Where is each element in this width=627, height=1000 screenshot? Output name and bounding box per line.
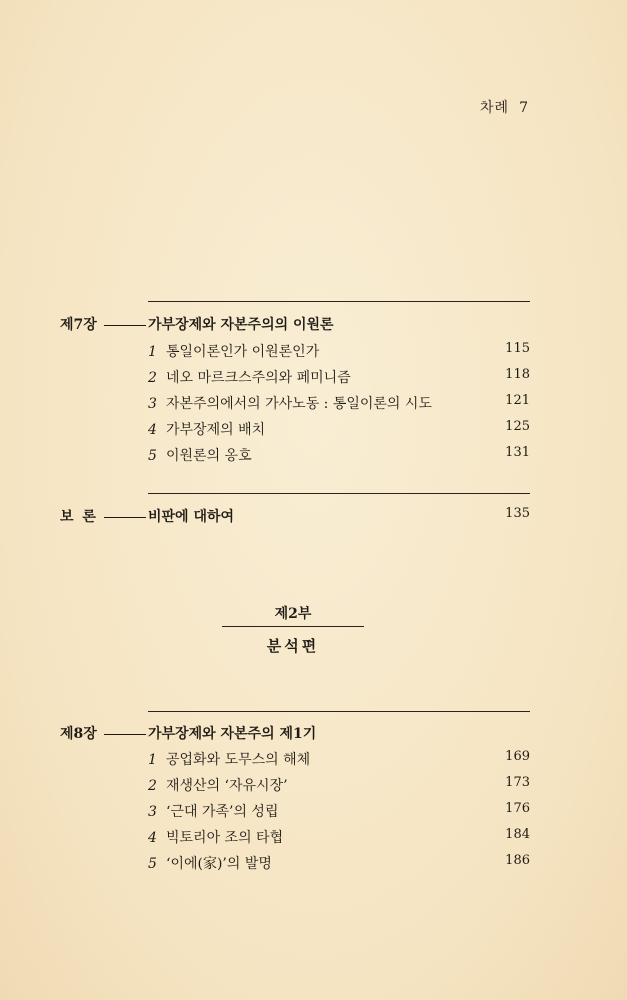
part2-heading[interactable] — [222, 603, 364, 656]
chapter7-entry-3[interactable] — [148, 393, 530, 417]
entry-number: 5 — [148, 856, 157, 872]
entry-number: 2 — [148, 778, 157, 794]
part2-label: 제2부 — [274, 606, 312, 622]
entry-title: ‘근대 가족’의 성립 — [166, 804, 279, 820]
chapter8-heading[interactable] — [60, 723, 530, 747]
chapter8-dash — [104, 734, 146, 735]
entry-number: 4 — [148, 422, 157, 438]
entry-page: 176 — [505, 801, 530, 816]
chapter7-label: 제7장 — [60, 317, 97, 333]
supplement-page: 135 — [505, 506, 530, 521]
entry-number: 2 — [148, 370, 157, 386]
entry-number: 1 — [148, 752, 157, 768]
supplement-heading[interactable] — [60, 506, 530, 530]
chapter7-entry-5[interactable] — [148, 445, 530, 469]
entry-page: 173 — [505, 775, 530, 790]
supplement-label: 보 론 — [60, 509, 98, 525]
entry-page: 121 — [505, 393, 530, 408]
chapter7-rule — [148, 301, 530, 302]
chapter8-rule — [148, 711, 530, 712]
entry-title: 네오 마르크스주의와 페미니즘 — [166, 370, 351, 386]
chapter7-dash — [104, 325, 146, 326]
chapter8-entry-2[interactable] — [148, 775, 530, 799]
entry-page: 115 — [505, 341, 530, 356]
chapter8-entry-5[interactable] — [148, 853, 530, 877]
entry-number: 1 — [148, 344, 157, 360]
chapter8-label: 제8장 — [60, 726, 97, 742]
running-head-title: 차례 — [480, 100, 510, 116]
entry-title: 이원론의 옹호 — [166, 448, 252, 464]
entry-page: 118 — [505, 367, 530, 382]
chapter7-entry-4[interactable] — [148, 419, 530, 443]
chapter7-heading[interactable] — [60, 314, 530, 338]
entry-page: 184 — [505, 827, 530, 842]
chapter8-title: 가부장제와 자본주의 제1기 — [148, 726, 317, 742]
entry-number: 5 — [148, 448, 157, 464]
supplement-dash — [104, 517, 146, 518]
page-number: 7 — [519, 100, 529, 116]
entry-number: 3 — [148, 804, 157, 820]
chapter8-entry-3[interactable] — [148, 801, 530, 825]
chapter7-entry-2[interactable] — [148, 367, 530, 391]
entry-page: 125 — [505, 419, 530, 434]
entry-title: ‘이에(家)’의 발명 — [166, 856, 272, 872]
chapter8-entry-1[interactable] — [148, 749, 530, 773]
entry-page: 186 — [505, 853, 530, 868]
entry-title: 자본주의에서의 가사노동 : 통일이론의 시도 — [166, 396, 432, 412]
entry-number: 4 — [148, 830, 157, 846]
chapter7-title: 가부장제와 자본주의의 이원론 — [148, 317, 334, 333]
chapter8-entry-4[interactable] — [148, 827, 530, 851]
entry-title: 통일이론인가 이원론인가 — [166, 344, 320, 360]
entry-page: 169 — [505, 749, 530, 764]
running-head — [480, 97, 529, 117]
entry-title: 공업화와 도무스의 해체 — [166, 752, 311, 768]
entry-page: 131 — [505, 445, 530, 460]
entry-title: 빅토리아 조의 타협 — [166, 830, 284, 846]
part2-title: 분석편 — [266, 637, 320, 655]
entry-title: 재생산의 ‘자유시장’ — [166, 778, 288, 794]
entry-number: 3 — [148, 396, 157, 412]
entry-title: 가부장제의 배치 — [166, 422, 266, 438]
part2-rule — [222, 626, 364, 627]
supplement-title: 비판에 대하여 — [148, 509, 235, 525]
chapter7-entry-1[interactable] — [148, 341, 530, 365]
supplement-rule — [148, 493, 530, 494]
